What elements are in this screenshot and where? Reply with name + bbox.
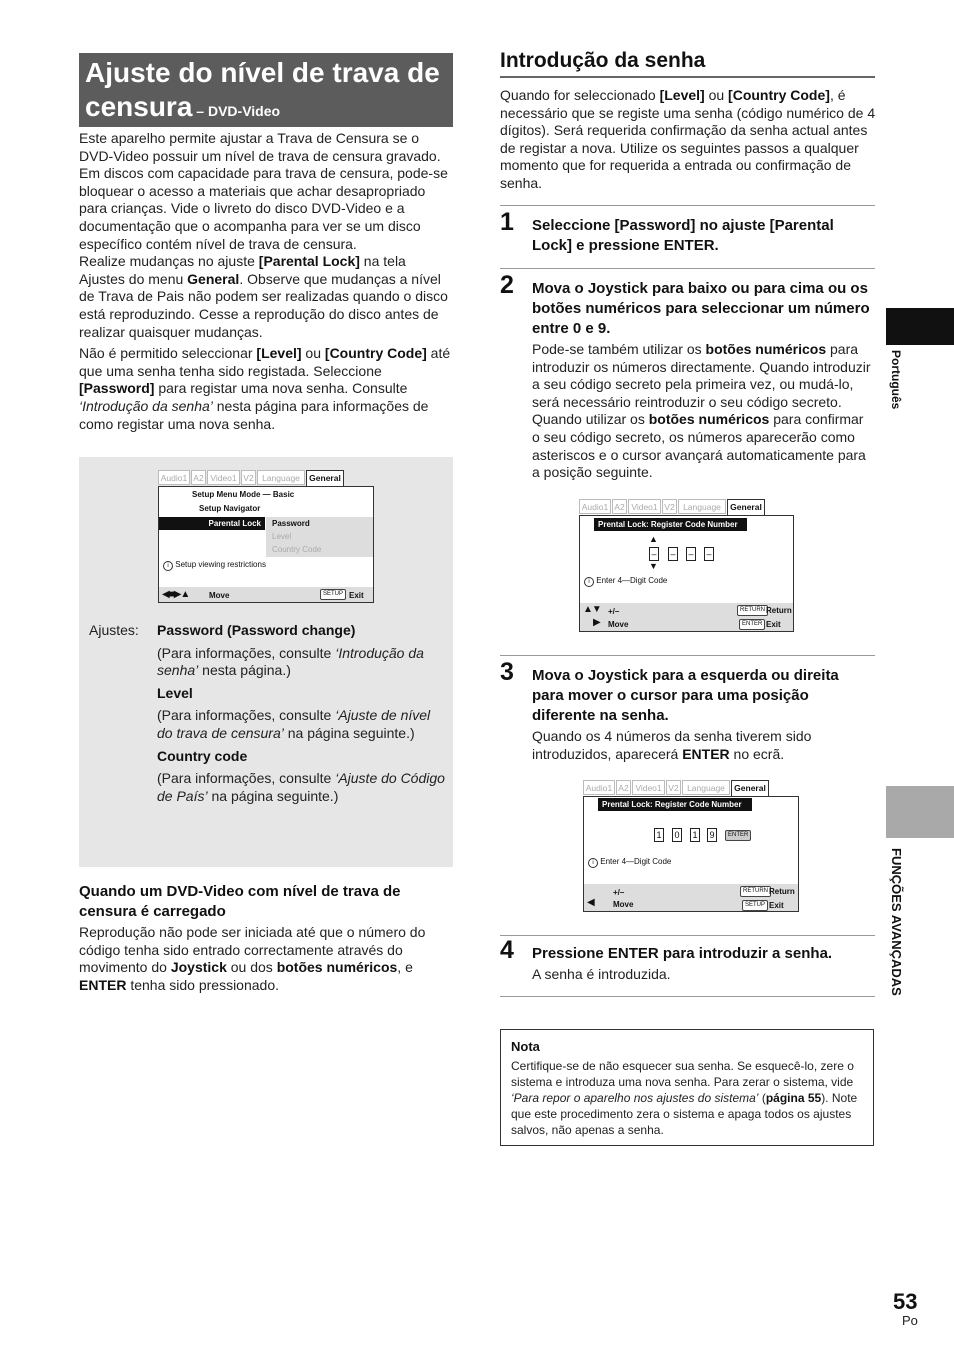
digit-2[interactable]: 0 [672,828,682,842]
right-intro-paragraph: Quando for seleccionado [Level] ou [Country Code], é necessário que se registe uma senha (código numérico de 4 dígitos). Será requerida confirmação da senha actual antes de registar a nova. Utilize os seguintes passos a qualquer momento que for requerida a entrada ou confirmação de senha. [500,87,876,191]
tab-v2[interactable]: V2 [662,499,677,514]
help-line [163,560,266,571]
help-text: Setup viewing restrictions [175,560,266,569]
tab-a2[interactable]: A2 [616,780,631,795]
help-line [584,576,667,587]
up-arrow-icon: ▲ [649,534,658,544]
menu-parental-lock[interactable] [159,517,265,530]
tab-v2[interactable]: V2 [666,780,681,795]
digit-3[interactable]: 1 [690,828,700,842]
divider [500,655,875,656]
note-text: Certifique-se de não esquecer sua senha. Se esquecê-lo, zere o sistema e introduza uma nova senha. Para zerar o sistema, vide ‘Para repor o aparelho nos ajustes do sistema’ (página 55). Note que este procedimento zera o sistema e apaga todos os ajustes salvos, não apenas a senha. [511,1059,858,1137]
digit-2[interactable]: – [668,547,678,561]
step-3 [532,666,874,763]
exit-label: Exit [349,591,364,600]
return-key[interactable]: RETURN [740,886,771,897]
digit-1[interactable]: 1 [654,828,664,842]
screen-header: Prental Lock: Register Code Number [594,518,747,531]
parental-lock-label: Parental Lock [208,519,261,528]
sub-paragraph: Reprodução não pode ser iniciada até que o número do código tenha sido entrado correctamente através do movimento do Joystick ou dos botões numéricos, e ENTER tenha sido pressionado. [79,924,426,993]
step-1 [532,216,874,256]
title-word: censura [85,91,193,122]
sidebar-section: FUNÇÕES AVANÇADAS [889,848,904,996]
step-2-number: 2 [500,271,514,299]
sidebar-language: Português [889,350,903,410]
up-down-icon: ▲▼ [583,604,601,615]
step-1-heading: Seleccione [Password] no ajuste [Parental Lock] e pressione ENTER. [532,217,834,254]
move-label: Move [613,900,634,909]
language-code: Po [902,1313,918,1328]
option-password-desc: (Para informações, consulte ‘Introdução da senha’ nesta página.) [157,644,424,679]
tab-video1[interactable]: Video1 [628,499,661,514]
tab-language[interactable]: Language [257,470,305,485]
sidebar-tab-dark [886,308,954,345]
tab-audio1[interactable]: Audio1 [579,499,611,514]
info-icon: i [588,858,598,868]
step-3-number: 3 [500,658,514,686]
tab-a2[interactable]: A2 [191,470,206,485]
option-level-title: Level [157,684,193,701]
step-1-number: 1 [500,208,514,236]
divider [500,268,875,269]
ajustes-label: Ajustes: [89,622,139,638]
help-line [588,857,671,868]
title-suffix: – DVD-Video [192,103,281,119]
ajustes-options [157,622,447,805]
step-2-heading: Mova o Joystick para baixo ou para cima ou os botões numéricos para seleccionar um número entre 0 e 9. [532,280,870,337]
info-icon: i [163,561,173,571]
screen-header: Prental Lock: Register Code Number [598,798,752,811]
tab-general[interactable]: General [306,470,344,486]
joystick-icon: ◀■▶▲ [162,589,190,600]
enter-button[interactable]: ENTER [725,830,751,841]
sub-text [79,924,451,994]
exit-label: Exit [766,620,781,629]
step-3-heading: Mova o Joystick para a esquerda ou direita para mover o cursor para uma posição diferente na senha. [532,667,839,724]
enter-key[interactable]: ENTER [739,619,765,630]
setup-key[interactable]: SETUP [320,589,346,600]
tab-general[interactable]: General [731,780,769,796]
tab-video1[interactable]: Video1 [632,780,665,795]
submenu-password[interactable]: Password [272,519,310,528]
intro-paragraph-2: Realize mudanças no ajuste [Parental Lock] na tela Ajustes do menu General. Observe que mudanças a nível de Trava de Pais não podem ser realizadas quando o disco está reproduzindo. Cesse a reprodução do disco antes de realizar quaisquer mudanças. [79,253,448,340]
right-intro [500,87,876,193]
page-title [79,53,453,127]
intro-paragraph-3: Não é permitido seleccionar [Level] ou [Country Code] até que uma senha tenha sido registada. Seleccione [Password] para registar uma nova senha. Consulte ‘Introdução da senha’ nesta página para informações de como registar uma nova senha. [79,345,451,432]
left-arrow-icon: ◀ [587,897,595,908]
return-label: Return [766,606,792,615]
step-4-heading: Pressione ENTER para introduzir a senha. [532,945,833,962]
note-box [500,1029,874,1146]
submenu-level: Level [272,532,292,541]
sub-heading: Quando um DVD-Video com nível de trava de censura é carregado [79,883,401,920]
setup-screen-3 [583,780,799,913]
setup-key[interactable]: SETUP [742,900,768,911]
sidebar-tab-gray [886,786,954,838]
divider [500,205,875,206]
page-number: 53 [893,1289,918,1314]
option-level-desc: (Para informações, consulte ‘Ajuste de nível do trava de censura’ na página seguinte.) [157,707,431,741]
plusminus-label: +/– [608,607,620,616]
move-label: Move [608,620,629,629]
intro-paragraph-1: Este aparelho permite ajustar a Trava de Censura se o DVD-Video possuir um nível de trava de censura gravado. Em discos com capacidade para trava de censura, pode-se bloquear o acesso a materiais que achar desapropriado para crianças. Vide o livreto do disco DVD-Video e a documentação que o acompanha para ver se um disco específico contém nível de trava de censura. [79,130,448,252]
down-arrow-icon: ▼ [649,561,658,571]
tab-audio1[interactable]: Audio1 [583,780,615,795]
tab-language[interactable]: Language [678,499,726,514]
digit-3[interactable]: – [686,547,696,561]
option-country-title: Country code [157,747,248,764]
tab-general[interactable]: General [727,499,765,515]
return-label: Return [769,887,795,896]
digit-1[interactable]: – [649,547,659,561]
option-password-title: Password (Password change) [157,622,356,638]
right-arrow-icon: ▶ [593,617,601,628]
digit-4[interactable]: – [704,547,714,561]
setup-screen-1 [158,470,374,604]
section-heading: Introdução da senha [500,49,706,72]
title-line1: Ajuste do nível de trava de [85,57,440,88]
move-label: Move [209,591,230,600]
tab-video1[interactable]: Video1 [207,470,240,485]
exit-label: Exit [769,901,784,910]
step-2-body: Pode-se também utilizar os botões numéricos para introduzir os números directamente. Quando introduzir a seu código secreto pela primeira vez, ou mudá-lo, será necessário reintroduzir o seu código secreto. Quando utilizar os botões numéricos para confirmar o seu código secreto, os números aparecerão como asteriscos e o cursor avançará automaticamente para a posição seguinte. [532,341,871,481]
divider [500,996,875,997]
submenu-country-code: Country Code [272,545,322,554]
return-key[interactable]: RETURN [737,605,768,616]
step-3-body: Quando os 4 números da senha tiverem sido introduzidos, aparecerá ENTER no ecrã. [532,728,812,762]
step-4-number: 4 [500,936,514,964]
step-4-body: A senha é introduzida. [532,966,671,982]
divider [500,935,875,936]
tab-v2[interactable]: V2 [241,470,256,485]
option-country-desc: (Para informações, consulte ‘Ajuste do Código de País’ na página seguinte.) [157,770,445,804]
note-title: Nota [511,1039,540,1054]
intro-text [79,130,451,433]
tab-language[interactable]: Language [682,780,730,795]
step-2 [532,279,874,482]
help-text: Enter 4—Digit Code [596,576,668,585]
title-line2 [85,90,280,128]
step-4 [532,944,874,984]
digit-4[interactable]: 9 [707,828,717,842]
heading-rule [500,76,875,78]
tab-audio1[interactable]: Audio1 [158,470,190,485]
info-icon: i [584,577,594,587]
plusminus-label: +/– [613,888,625,897]
menu-mode: Setup Menu Mode — Basic [192,490,295,499]
setup-screen-2 [579,499,794,632]
tab-a2[interactable]: A2 [612,499,627,514]
menu-navigator[interactable]: Setup Navigator [199,504,261,513]
help-text: Enter 4—Digit Code [600,857,672,866]
